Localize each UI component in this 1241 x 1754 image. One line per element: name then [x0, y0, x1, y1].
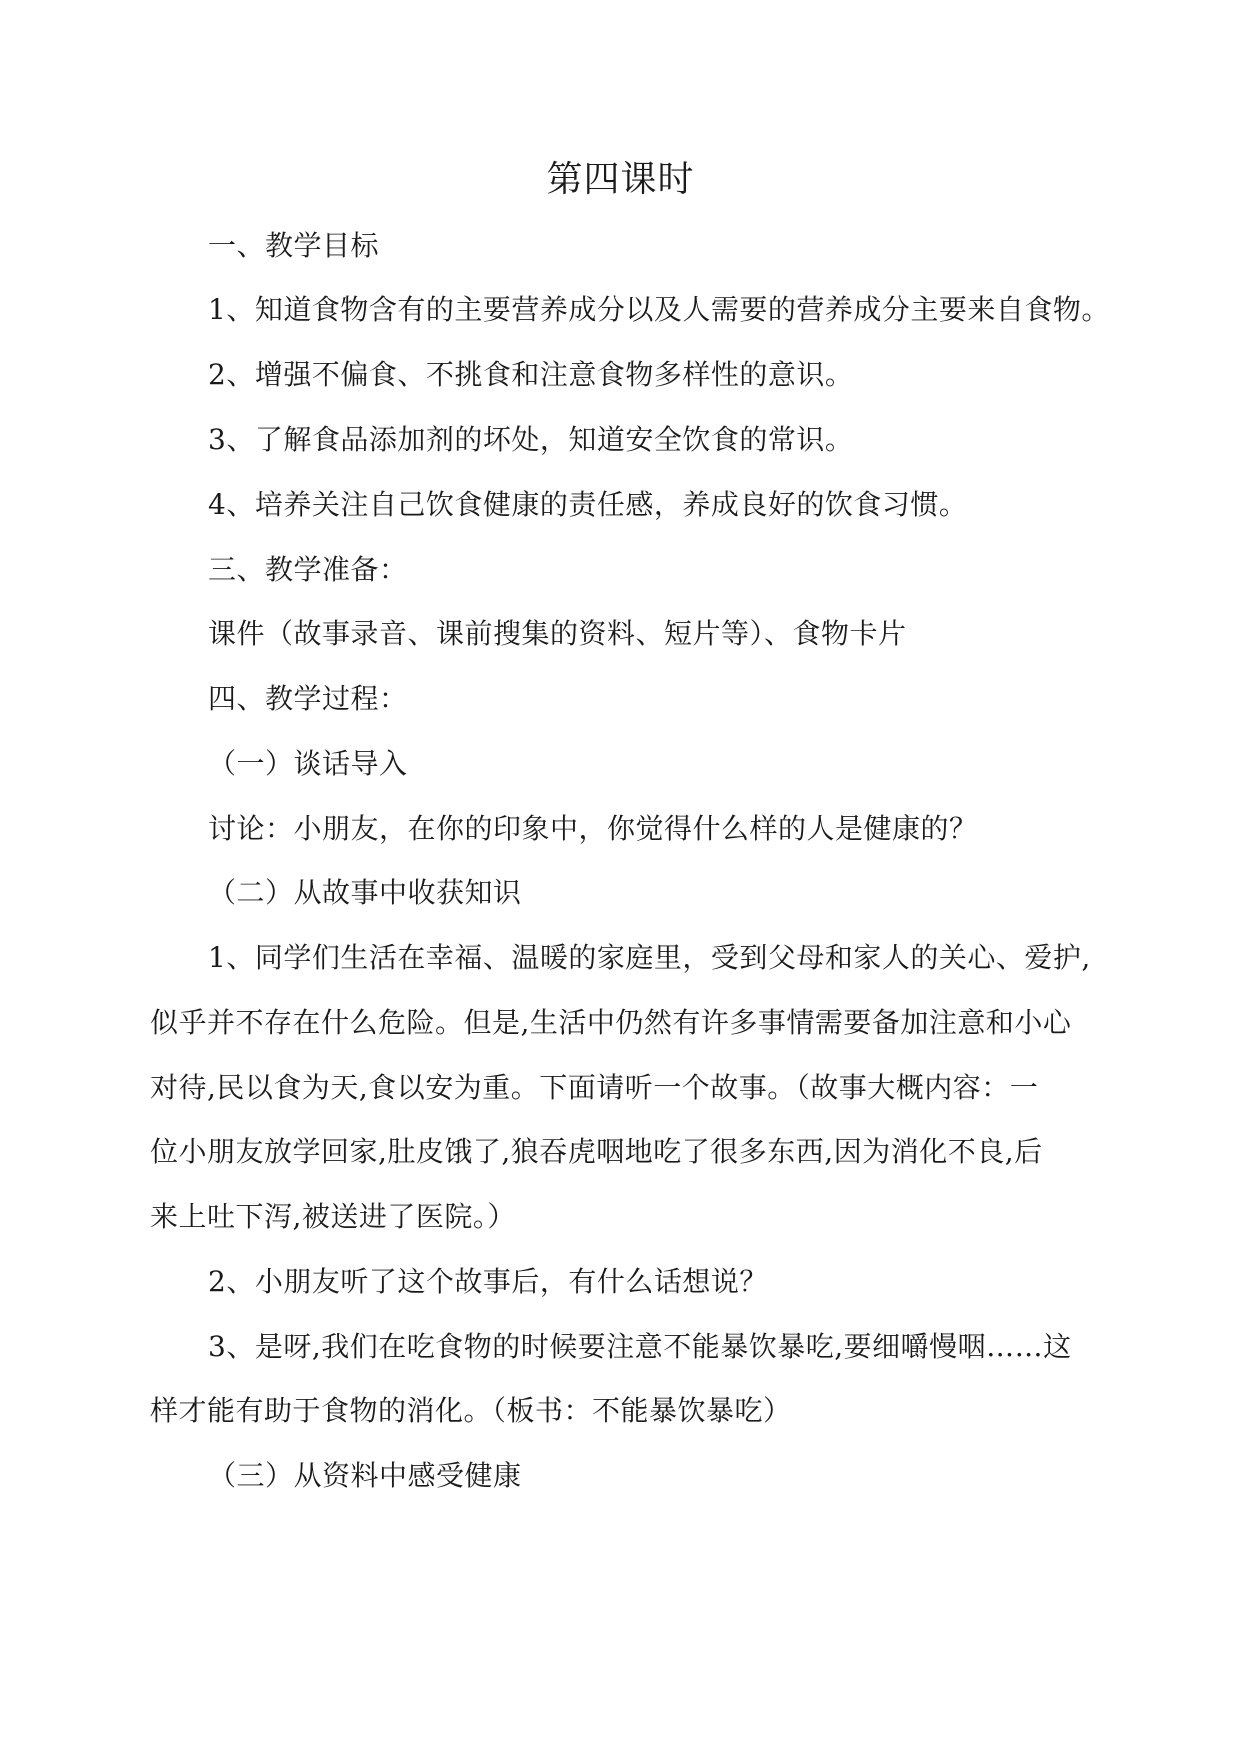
story-conclusion-line-2: 样才能有助于食物的消化。（板书：不能暴饮暴吃）	[150, 1394, 792, 1427]
objective-item-2: 2、增强不偏食、不挑食和注意食物多样性的意识。	[208, 358, 854, 391]
story-paragraph-line-5: 来上吐下泻,被送进了医院。）	[150, 1200, 516, 1233]
subsection-heading-intro: （一）谈话导入	[208, 747, 408, 780]
subsection-heading-story: （二）从故事中收获知识	[208, 876, 522, 909]
objective-item-1: 1、知道食物含有的主要营养成分以及人需要的营养成分主要来自食物。	[208, 293, 1110, 326]
section-heading-objectives: 一、教学目标	[208, 229, 380, 262]
discussion-text: 讨论：小朋友，在你的印象中，你觉得什么样的人是健康的？	[208, 812, 978, 845]
story-paragraph-line-3: 对待,民以食为天,食以安为重。下面请听一个故事。（故事大概内容：一	[150, 1071, 1039, 1104]
section-heading-process: 四、教学过程：	[208, 682, 408, 715]
story-conclusion-line-1: 3、是呀,我们在吃食物的时候要注意不能暴饮暴吃,要细嚼慢咽……这	[208, 1330, 1072, 1363]
objective-item-3: 3、了解食品添加剂的坏处，知道安全饮食的常识。	[208, 423, 854, 456]
page-title: 第四课时	[546, 159, 695, 200]
story-paragraph-line-1: 1、同学们生活在幸福、温暖的家庭里，受到父母和家人的关心、爱护,	[208, 941, 1091, 974]
story-question: 2、小朋友听了这个故事后，有什么话想说？	[208, 1265, 768, 1298]
objective-item-4: 4、培养关注自己饮食健康的责任感，养成良好的饮食习惯。	[208, 488, 968, 521]
section-heading-preparation: 三、教学准备：	[208, 553, 408, 586]
subsection-heading-materials: （三）从资料中感受健康	[208, 1459, 522, 1492]
story-paragraph-line-2: 似乎并不存在什么危险。但是,生活中仍然有许多事情需要备加注意和小心	[150, 1006, 1072, 1039]
story-paragraph-line-4: 位小朋友放学回家,肚皮饿了,狼吞虎咽地吃了很多东西,因为消化不良,后	[150, 1135, 1043, 1168]
preparation-text: 课件（故事录音、课前搜集的资料、短片等）、食物卡片	[208, 617, 907, 650]
